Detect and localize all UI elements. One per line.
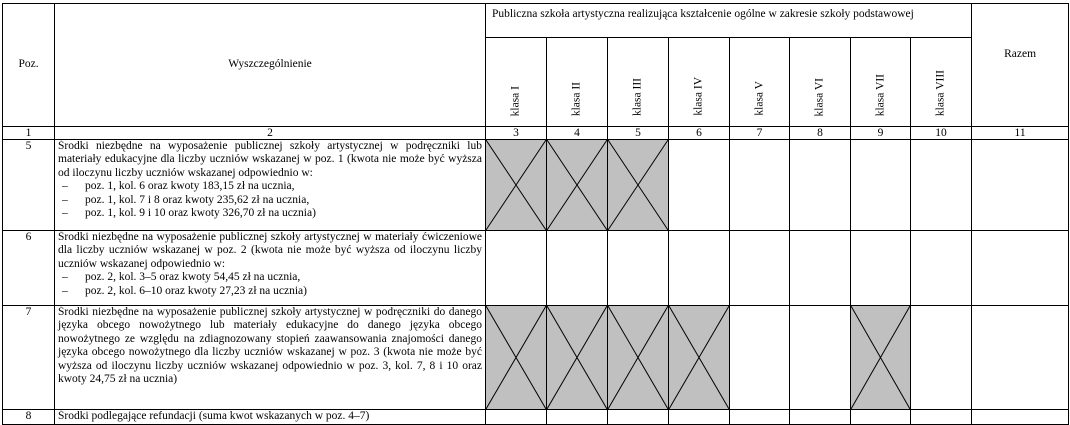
header-class-label: klasa VIII (934, 69, 947, 116)
row-description-text: Środki niezbędne na wyposażenie publicznej szkoły artystycznej w materiały ćwiczeniowe dla liczby uczniów wskazanej w poz. 2 (kwota nie może być wyższa od iloczynu liczby uczniów wskazanej odpowiednio w: (58, 231, 482, 270)
cell-razem (972, 231, 1069, 306)
row-description (55, 306, 486, 410)
cross-mark-icon (486, 306, 546, 409)
row-poz: 7 (3, 306, 55, 410)
cross-mark-icon (547, 140, 607, 230)
crossed-out-cell (486, 140, 547, 231)
row-bullet-list (58, 271, 482, 298)
header-class-4 (669, 38, 730, 127)
table-row-poz-5 (3, 140, 1069, 231)
dash-glyph: – (62, 284, 68, 297)
header-class-5 (730, 38, 790, 127)
cross-mark-icon (669, 306, 729, 409)
header-class-6 (790, 38, 851, 127)
dash-glyph: – (62, 180, 68, 193)
cross-mark-icon (547, 306, 607, 409)
cell-klasa-5 (730, 140, 790, 231)
allocation-table (2, 3, 1069, 425)
cell-klasa-1 (486, 410, 547, 425)
list-item (58, 180, 482, 193)
cell-razem (972, 306, 1069, 410)
header-class-7 (851, 38, 911, 127)
list-item-text: poz. 1, kol. 6 oraz kwoty 183,15 zł na ucznia, (85, 180, 295, 193)
cross-mark-icon (608, 140, 668, 230)
cross-mark-icon (608, 306, 668, 409)
row-poz: 6 (3, 231, 55, 306)
list-item-text: poz. 2, kol. 3–5 oraz kwoty 54,45 zł na ucznia, (85, 271, 301, 284)
header-poz: Poz. (3, 4, 55, 127)
cross-mark-icon (851, 306, 910, 409)
header-class-label: klasa IV (692, 77, 705, 116)
cell-klasa-6 (790, 306, 851, 410)
cell-klasa-3 (608, 231, 669, 306)
cell-klasa-7 (851, 410, 911, 425)
cell-klasa-5 (730, 306, 790, 410)
cell-klasa-6 (790, 140, 851, 231)
cell-klasa-8 (911, 410, 972, 425)
cell-klasa-7 (851, 231, 911, 306)
table-row-poz-6 (3, 231, 1069, 306)
dash-glyph: – (62, 271, 68, 284)
header-school-group: Publiczna szkoła artystyczna realizująca kształcenie ogólne w zakresie szkoły podstawowej (486, 4, 972, 38)
list-item (58, 285, 482, 298)
cross-mark-icon (486, 140, 546, 230)
cell-klasa-6 (790, 231, 851, 306)
header-class-label: klasa VI (813, 77, 826, 116)
header-class-8 (911, 38, 972, 127)
column-number: 9 (851, 127, 911, 140)
column-number: 8 (790, 127, 851, 140)
column-number: 7 (730, 127, 790, 140)
column-number: 11 (972, 127, 1069, 140)
cell-klasa-2 (547, 231, 608, 306)
list-item-text: poz. 1, kol. 9 i 10 oraz kwoty 326,70 zł na ucznia) (85, 207, 316, 220)
cell-klasa-8 (911, 306, 972, 410)
row-description (55, 140, 486, 231)
crossed-out-cell (669, 306, 730, 410)
header-class-label: klasa I (509, 85, 522, 116)
cell-razem (972, 410, 1069, 425)
crossed-out-cell (608, 306, 669, 410)
header-wyszczegolnienie: Wyszczególnienie (55, 4, 486, 127)
cell-klasa-3 (608, 410, 669, 425)
crossed-out-cell (486, 306, 547, 410)
header-class-label: klasa III (631, 78, 644, 116)
cell-klasa-5 (730, 231, 790, 306)
column-number: 6 (669, 127, 730, 140)
cell-klasa-8 (911, 231, 972, 306)
cell-klasa-2 (547, 410, 608, 425)
list-item (58, 207, 482, 220)
header-class-label: klasa II (570, 81, 583, 116)
dash-glyph: – (62, 193, 68, 206)
table-row-poz-8 (3, 410, 1069, 425)
row-bullet-list (58, 180, 482, 220)
row-description (55, 231, 486, 306)
list-item (58, 194, 482, 207)
list-item (58, 271, 482, 284)
crossed-out-cell (851, 306, 911, 410)
cell-razem (972, 140, 1069, 231)
header-class-1 (486, 38, 547, 127)
column-number: 10 (911, 127, 972, 140)
cell-klasa-4 (669, 231, 730, 306)
row-poz: 8 (3, 410, 55, 425)
header-class-label: klasa V (752, 81, 765, 116)
header-class-label: klasa VII (873, 73, 886, 116)
header-row-top (3, 4, 1069, 38)
dash-glyph: – (62, 207, 68, 220)
column-number: 5 (608, 127, 669, 140)
cell-klasa-5 (730, 410, 790, 425)
column-number: 2 (55, 127, 486, 140)
cell-klasa-6 (790, 410, 851, 425)
row-description-text: Środki niezbędne na wyposażenie publicznej szkoły artystycznej w podręczniki do danego języka obcego nowożytnego lub materiały edukacyjne do danego języka obcego nowożytnego ze względu na zdiagnozowany stopień zaawansowania znajomości danego języka obcego nowożytnego dla liczby uczniów wskazanej w poz. 3 (kwota nie może być wyższa od iloczynu liczby uczniów wskazanej odpowiednio w poz. 3, kol. 7, 8 i 10 oraz kwoty 24,75 zł na ucznia) (58, 306, 482, 386)
cell-klasa-4 (669, 140, 730, 231)
cell-klasa-1 (486, 231, 547, 306)
list-item-text: poz. 1, kol. 7 i 8 oraz kwoty 235,62 zł na ucznia, (85, 193, 310, 206)
list-item-text: poz. 2, kol. 6–10 oraz kwoty 27,23 zł na ucznia) (85, 284, 307, 297)
crossed-out-cell (547, 140, 608, 231)
header-class-3 (608, 38, 669, 127)
row-description-text: Środki niezbędne na wyposażenie publicznej szkoły artystycznej w podręczniki lub materiały edukacyjne dla liczby uczniów wskazanej w poz. 1 (kwota nie może być wyższa od iloczynu liczby uczniów wskazanej odpowiednio w: (58, 140, 482, 179)
cell-klasa-4 (669, 410, 730, 425)
table-row-poz-7 (3, 306, 1069, 410)
header-class-2 (547, 38, 608, 127)
column-number: 4 (547, 127, 608, 140)
crossed-out-cell (547, 306, 608, 410)
header-razem: Razem (972, 4, 1069, 127)
column-number: 3 (486, 127, 547, 140)
crossed-out-cell (608, 140, 669, 231)
column-number-row (3, 127, 1069, 140)
column-number: 1 (3, 127, 55, 140)
row-description-text: Środki podlegające refundacji (suma kwot wskazanych w poz. 4–7) (58, 410, 370, 422)
row-poz: 5 (3, 140, 55, 231)
cell-klasa-7 (851, 140, 911, 231)
row-description (55, 410, 486, 425)
cell-klasa-8 (911, 140, 972, 231)
